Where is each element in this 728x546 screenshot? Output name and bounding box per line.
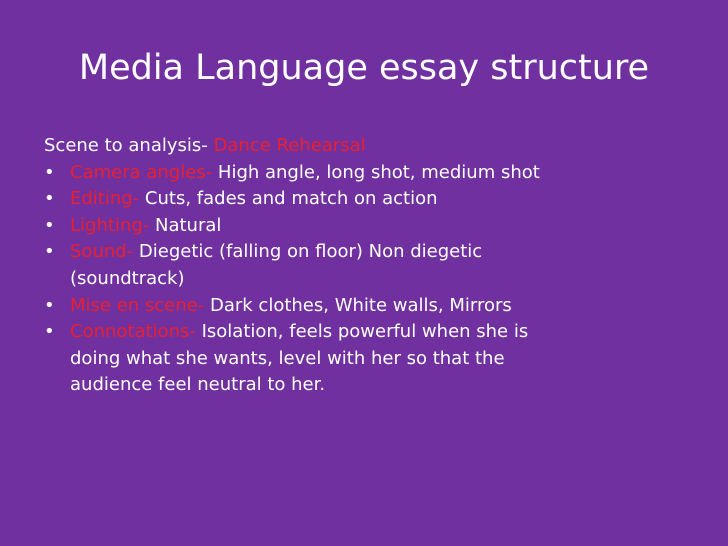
bullet-text: Natural (155, 214, 222, 236)
bullet-text: High angle, long shot, medium shot (217, 161, 540, 183)
bullet-icon: • (44, 321, 55, 343)
slide-title: Media Language essay structure (78, 48, 650, 88)
bullet-key: Mise en scene- (70, 294, 205, 316)
bullet-key: Connotations- (70, 321, 196, 343)
bullet-item-editing (44, 186, 704, 213)
bullet-item-connotations (44, 319, 704, 399)
bullet-text: Cuts, fades and match on action (144, 188, 438, 210)
bullet-key: Lighting- (70, 214, 150, 236)
bullet-text-continued: (soundtrack) (70, 267, 185, 289)
bullet-item-sound (44, 239, 704, 292)
bullet-text-continued: doing what she wants, level with her so that the (70, 347, 505, 369)
bullet-icon: • (44, 214, 55, 236)
bullet-text: Dark clothes, White walls, Mirrors (209, 294, 512, 316)
bullet-key: Sound- (70, 241, 134, 263)
slide-body (44, 133, 704, 399)
bullet-item-camera-angles (44, 160, 704, 187)
bullet-text: Isolation, feels powerful when she is (201, 321, 529, 343)
bullet-key: Camera angles- (70, 161, 213, 183)
bullet-icon: • (44, 188, 55, 210)
intro-value: Dance Rehearsal (213, 135, 366, 156)
bullet-icon: • (44, 161, 55, 183)
bullet-item-lighting (44, 213, 704, 240)
bullet-icon: • (44, 241, 55, 263)
bullet-text-continued: audience feel neutral to her. (70, 374, 326, 396)
intro-label: Scene to analysis- (44, 135, 208, 156)
bullet-text: Diegetic (falling on floor) Non diegetic (138, 241, 483, 263)
intro-line (44, 133, 704, 160)
bullet-key: Editing- (70, 188, 140, 210)
bullet-icon: • (44, 294, 55, 316)
bullet-item-mise-en-scene (44, 293, 704, 320)
